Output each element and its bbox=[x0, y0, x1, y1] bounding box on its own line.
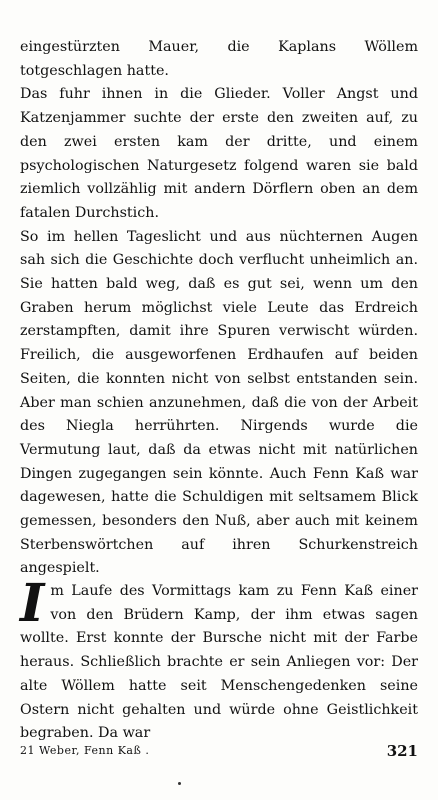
page-footer bbox=[20, 742, 418, 762]
drop-cap: I bbox=[20, 573, 45, 634]
ink-dot bbox=[178, 782, 181, 785]
page-number: 321 bbox=[386, 742, 418, 760]
paragraph: m Laufe des Vormittags kam zu Fenn Kaß einer von den Brüdern Kamp, der ihm etwas sagen wollte. Erst konnte der Bursche nicht mit der Farbe heraus. Schließlich brachte er sein Anliegen vor: Der alte Wöllem hatte seit Menschengedenken seine Ostern nicht gehalten und würde ohne Geistlichkeit begraben. Da war bbox=[20, 583, 418, 742]
text-block-top bbox=[20, 36, 418, 581]
printer-signature: 21 Weber, Fenn Kaß . bbox=[20, 744, 150, 757]
text-block-bottom bbox=[20, 573, 418, 746]
paragraph: Das fuhr ihnen in die Glieder. Voller Angst und Katzenjammer suchte der erste den zweiten auf, zu den zwei ersten kam der dritte, und einem psychologischen Naturgesetz folgend waren sie bald ziemlich vollzählig mit andern Dörflern oben an dem fatalen Durchstich. bbox=[20, 86, 418, 221]
paragraph: So im hellen Tageslicht und aus nüchternen Augen sah sich die Geschichte doch verflucht unheimlich an. Sie hatten bald weg, daß es gut sei, wenn um den Graben herum möglichst viele Leute das Erdreich zerstampften, damit ihre Spuren verwischt würden. Freilich, die ausgeworfenen Erdhaufen auf beiden Seiten, die konnten nicht von selbst entstanden sein. Aber man schien anzunehmen, daß die von der Arbeit des Niegla herrührten. Nirgends wurde die Vermutung laut, daß da etwas nicht mit natürlichen Dingen zugegangen sein könnte. Auch Fenn Kaß war dagewesen, hatte die Schuldigen mit seltsamem Blick gemessen, besonders den Nuß, aber auch mit keinem Sterbenswörtchen auf ihren Schurkenstreich angespielt. bbox=[20, 228, 418, 577]
paragraph: eingestürzten Mauer, die Kaplans Wöllem totgeschlagen hatte. bbox=[20, 39, 418, 79]
